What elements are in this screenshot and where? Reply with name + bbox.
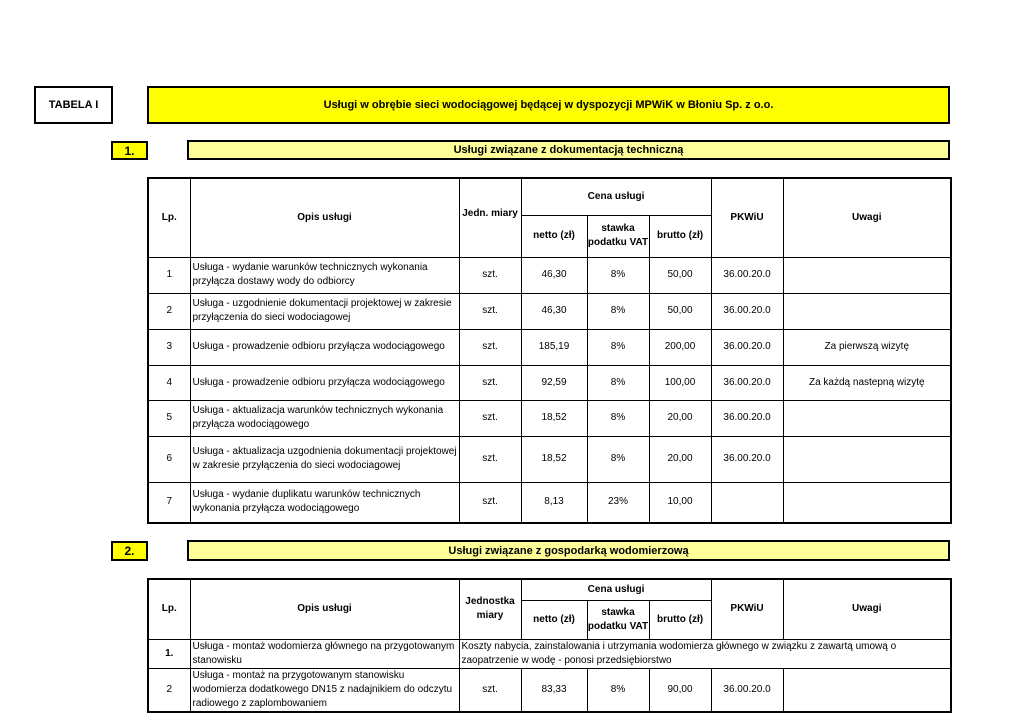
cell-uwagi xyxy=(783,400,951,436)
table-row xyxy=(148,668,951,712)
cell-brutto: 50,00 xyxy=(649,257,711,293)
header-stawka: stawka podatku VAT xyxy=(587,215,649,257)
header-pkwiu: PKWiU xyxy=(711,178,783,257)
table-row xyxy=(148,257,951,293)
cell-lp: 5 xyxy=(148,400,190,436)
cell-uwagi xyxy=(783,482,951,523)
cell-vat: 8% xyxy=(587,257,649,293)
section1-number-text: 1. xyxy=(124,143,135,158)
cell-opis: Usługa - aktualizacja warunków technicznych wykonania przyłącza wodociągowego xyxy=(190,400,459,436)
cell-opis: Usługa - montaż wodomierza głównego na przygotowanym stanowisku xyxy=(190,639,459,668)
cell-lp: 1. xyxy=(148,639,190,668)
cell-pkwiu: 36.00.20.0 xyxy=(711,365,783,400)
cell-opis: Usługa - wydanie warunków technicznych wykonania przyłącza dostawy wody do odbiorcy xyxy=(190,257,459,293)
table-row xyxy=(148,365,951,400)
header-pkwiu: PKWiU xyxy=(711,579,783,639)
header-brutto: brutto (zł) xyxy=(649,215,711,257)
header-uwagi: Uwagi xyxy=(783,178,951,257)
section1-title-text: Usługi związane z dokumentacją techniczną xyxy=(453,144,684,156)
header-jedn-text: Jedn. miary xyxy=(462,207,518,219)
table-row xyxy=(148,329,951,365)
cell-brutto: 50,00 xyxy=(649,293,711,329)
header-opis: Opis usługi xyxy=(190,178,459,257)
cell-opis: Usługa - wydanie duplikatu warunków technicznych wykonania przyłącza wodociągowego xyxy=(190,482,459,523)
cell-netto: 46,30 xyxy=(521,293,587,329)
header-opis: Opis usługi xyxy=(190,579,459,639)
table-row xyxy=(148,400,951,436)
cell-brutto: 90,00 xyxy=(649,668,711,712)
header-brutto: brutto (zł) xyxy=(649,600,711,639)
cell-lp: 6 xyxy=(148,436,190,482)
tabela-label xyxy=(34,86,113,124)
cell-pkwiu xyxy=(711,482,783,523)
section2-title-text: Usługi związane z gospodarką wodomierzową xyxy=(448,544,689,557)
cell-jedn: szt. xyxy=(459,436,521,482)
cell-jedn: szt. xyxy=(459,400,521,436)
cell-brutto: 20,00 xyxy=(649,400,711,436)
main-title xyxy=(147,86,950,124)
cell-lp: 1 xyxy=(148,257,190,293)
section2-number xyxy=(111,541,148,561)
cell-lp: 2 xyxy=(148,293,190,329)
header-uwagi: Uwagi xyxy=(783,579,951,639)
cell-netto: 46,30 xyxy=(521,257,587,293)
section1-header-row xyxy=(148,178,951,215)
cell-pkwiu: 36.00.20.0 xyxy=(711,668,783,712)
header-jedn: Jednostka miary xyxy=(459,579,521,639)
table-row xyxy=(148,482,951,523)
section1-title xyxy=(187,140,950,160)
cell-netto: 18,52 xyxy=(521,400,587,436)
cell-brutto: 100,00 xyxy=(649,365,711,400)
cell-jedn: szt. xyxy=(459,329,521,365)
section2-number-text: 2. xyxy=(124,544,135,558)
cell-uwagi xyxy=(783,668,951,712)
cell-lp: 2 xyxy=(148,668,190,712)
cell-vat: 8% xyxy=(587,668,649,712)
header-netto: netto (zł) xyxy=(521,215,587,257)
cell-opis: Usługa - aktualizacja uzgodnienia dokumentacji projektowej w zakresie przyłączenia do sieci wodociagowej xyxy=(190,436,459,482)
cell-opis: Usługa - prowadzenie odbioru przyłącza wodociągowego xyxy=(190,365,459,400)
cell-netto: 8,13 xyxy=(521,482,587,523)
cell-opis: Usługa - prowadzenie odbioru przyłącza wodociągowego xyxy=(190,329,459,365)
tabela-label-text: TABELA I xyxy=(48,99,99,111)
cell-lp: 3 xyxy=(148,329,190,365)
table-row xyxy=(148,293,951,329)
cell-vat: 8% xyxy=(587,329,649,365)
cell-uwagi: Za pierwszą wizytę xyxy=(783,329,951,365)
cell-netto: 18,52 xyxy=(521,436,587,482)
cell-pkwiu: 36.00.20.0 xyxy=(711,257,783,293)
section1-table xyxy=(147,177,952,524)
cell-opis: Usługa - montaż na przygotowanym stanowisku wodomierza dodatkowego DN15 z nadajnikiem do odczytu radiowego z zaplombowaniem xyxy=(190,668,459,712)
cell-lp: 4 xyxy=(148,365,190,400)
cell-jedn: szt. xyxy=(459,668,521,712)
cell-pkwiu: 36.00.20.0 xyxy=(711,329,783,365)
cell-vat: 8% xyxy=(587,293,649,329)
cell-jedn: szt. xyxy=(459,257,521,293)
header-jedn xyxy=(459,178,521,257)
main-title-text: Usługi w obrębie sieci wodociągowej będącej w dyspozycji MPWiK w Błoniu Sp. z o.o. xyxy=(323,99,774,111)
cell-vat: 23% xyxy=(587,482,649,523)
cell-uwagi: Za każdą nastepną wizytę xyxy=(783,365,951,400)
table-row xyxy=(148,639,951,668)
cell-vat: 8% xyxy=(587,400,649,436)
cell-jedn: szt. xyxy=(459,365,521,400)
header-cena: Cena usługi xyxy=(521,178,711,215)
cell-pkwiu: 36.00.20.0 xyxy=(711,400,783,436)
cell-opis: Usługa - uzgodnienie dokumentacji projektowej w zakresie przyłączenia do sieci wodociagowej xyxy=(190,293,459,329)
cell-lp: 7 xyxy=(148,482,190,523)
cell-vat: 8% xyxy=(587,365,649,400)
cell-netto: 185,19 xyxy=(521,329,587,365)
header-lp: Lp. xyxy=(148,178,190,257)
cell-jedn: szt. xyxy=(459,293,521,329)
header-stawka: stawka podatku VAT xyxy=(587,600,649,639)
cell-brutto: 20,00 xyxy=(649,436,711,482)
header-netto: netto (zł) xyxy=(521,600,587,639)
header-cena: Cena usługi xyxy=(521,579,711,600)
cell-merged-note: Koszty nabycia, zainstalowania i utrzymania wodomierza głównego w związku z zawartą umową o zaopatrzenie w wodę - ponosi przedsiębiorstwo xyxy=(459,639,951,668)
cell-jedn: szt. xyxy=(459,482,521,523)
cell-uwagi xyxy=(783,257,951,293)
header-lp: Lp. xyxy=(148,579,190,639)
cell-uwagi xyxy=(783,293,951,329)
cell-vat: 8% xyxy=(587,436,649,482)
section2-header-row xyxy=(148,579,951,600)
section2-title xyxy=(187,540,950,561)
section2-table xyxy=(147,578,952,713)
cell-netto: 92,59 xyxy=(521,365,587,400)
cell-brutto: 10,00 xyxy=(649,482,711,523)
cell-pkwiu: 36.00.20.0 xyxy=(711,436,783,482)
cell-uwagi xyxy=(783,436,951,482)
cell-brutto: 200,00 xyxy=(649,329,711,365)
section1-number xyxy=(111,141,148,160)
cell-pkwiu: 36.00.20.0 xyxy=(711,293,783,329)
cell-netto: 83,33 xyxy=(521,668,587,712)
table-row xyxy=(148,436,951,482)
